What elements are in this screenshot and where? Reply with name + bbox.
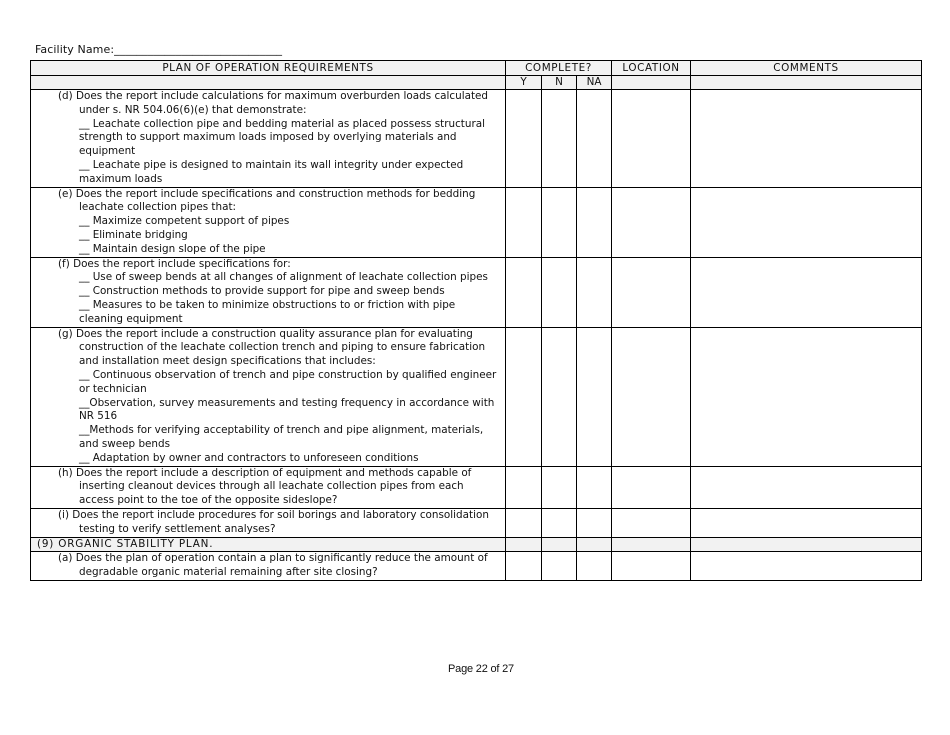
checklist-item: __ Continuous observation of trench and pipe construction by qualified engineer or technician xyxy=(79,368,497,395)
table-row xyxy=(31,257,922,327)
question-text: (f) Does the report include specifications for: xyxy=(58,257,291,270)
col-header-complete: COMPLETE? xyxy=(506,61,612,76)
location-cell[interactable] xyxy=(612,187,691,257)
location-cell[interactable] xyxy=(612,327,691,466)
requirement-cell xyxy=(31,508,506,537)
complete-na-cell[interactable] xyxy=(577,90,612,188)
complete-y-cell[interactable] xyxy=(506,187,542,257)
requirement-cell xyxy=(31,90,506,188)
page-number: Page 22 of 27 xyxy=(448,663,514,675)
subheader-location-empty xyxy=(612,76,691,90)
comments-cell[interactable] xyxy=(691,508,922,537)
table-row xyxy=(31,508,922,537)
question-text: (i) Does the report include procedures for soil borings and laboratory consolidation testing to verify settlement analyses? xyxy=(58,508,489,535)
checklist-item: __ Leachate pipe is designed to maintain its wall integrity under expected maximum loads xyxy=(79,158,464,185)
question-text: (e) Does the report include specifications and construction methods for bedding leachate collection pipes that: xyxy=(58,187,476,214)
complete-n-cell[interactable] xyxy=(542,90,577,188)
complete-na-cell[interactable] xyxy=(577,187,612,257)
requirement-cell xyxy=(31,466,506,508)
section-row xyxy=(31,537,922,551)
checklist-item: __ Use of sweep bends at all changes of alignment of leachate collection pipes xyxy=(79,271,488,284)
table-row xyxy=(31,90,922,188)
location-cell[interactable] xyxy=(612,551,691,580)
question-text: (g) Does the report include a construction quality assurance plan for evaluating construction of the leachate collection trench and piping to ensure fabrication and installation meet design specifications that includes: xyxy=(58,327,486,368)
checklist-item: __ Adaptation by owner and contractors to unforeseen conditions xyxy=(79,451,419,464)
complete-y-cell[interactable] xyxy=(506,257,542,327)
table-row xyxy=(31,551,922,580)
requirement-cell xyxy=(31,551,506,580)
location-cell[interactable] xyxy=(612,508,691,537)
col-header-requirements: PLAN OF OPERATION REQUIREMENTS xyxy=(31,61,506,76)
location-cell[interactable] xyxy=(612,257,691,327)
complete-na-cell[interactable] xyxy=(577,466,612,508)
section-title: (9) ORGANIC STABILITY PLAN. xyxy=(31,537,506,551)
checklist-item: __Methods for verifying acceptability of trench and pipe alignment, materials, and sweep bends xyxy=(79,424,484,450)
checklist-item: __Observation, survey measurements and testing frequency in accordance with NR 516 xyxy=(79,396,495,423)
question-text: (a) Does the plan of operation contain a plan to significantly reduce the amount of degradable organic material remaining after site closing? xyxy=(58,551,488,578)
complete-na-cell[interactable] xyxy=(577,508,612,537)
complete-na-cell[interactable] xyxy=(577,327,612,466)
question-text: (d) Does the report include calculations for maximum overburden loads calculated under s. NR 504.06(6)(e) that demonstrate: xyxy=(58,90,489,116)
complete-n-cell[interactable] xyxy=(542,551,577,580)
table-row xyxy=(31,466,922,508)
col-header-y: Y xyxy=(506,76,542,90)
requirements-table xyxy=(30,60,922,581)
col-header-n: N xyxy=(542,76,577,90)
complete-n-cell[interactable] xyxy=(542,508,577,537)
requirement-cell xyxy=(31,327,506,466)
location-cell[interactable] xyxy=(612,90,691,188)
complete-y-cell[interactable] xyxy=(506,327,542,466)
checklist-item: __ Maintain design slope of the pipe xyxy=(79,242,266,255)
facility-name-field: Facility Name:______________________________ xyxy=(35,43,283,56)
col-header-location: LOCATION xyxy=(612,61,691,76)
complete-n-cell[interactable] xyxy=(542,327,577,466)
complete-na-cell[interactable] xyxy=(577,257,612,327)
checklist-item: __ Eliminate bridging xyxy=(79,228,188,241)
requirement-cell xyxy=(31,257,506,327)
complete-n-cell[interactable] xyxy=(542,466,577,508)
complete-na-cell[interactable] xyxy=(577,551,612,580)
location-cell[interactable] xyxy=(612,466,691,508)
comments-cell[interactable] xyxy=(691,551,922,580)
comments-cell[interactable] xyxy=(691,327,922,466)
comments-cell[interactable] xyxy=(691,90,922,188)
table-row xyxy=(31,187,922,257)
subheader-empty xyxy=(31,76,506,90)
requirement-cell xyxy=(31,187,506,257)
complete-y-cell[interactable] xyxy=(506,90,542,188)
complete-y-cell[interactable] xyxy=(506,466,542,508)
question-text: (h) Does the report include a description of equipment and methods capable of inserting cleanout devices through all leachate collection pipes from each access point to the toe of the opposite sideslope? xyxy=(58,466,472,507)
checklist-item: __ Measures to be taken to minimize obstructions to or friction with pipe cleaning equipment xyxy=(79,298,456,325)
complete-y-cell[interactable] xyxy=(506,551,542,580)
checklist-item: __ Construction methods to provide support for pipe and sweep bends xyxy=(79,285,445,298)
complete-n-cell[interactable] xyxy=(542,187,577,257)
subheader-comments-empty xyxy=(691,76,922,90)
checklist-item: __ Maximize competent support of pipes xyxy=(79,215,290,228)
complete-y-cell[interactable] xyxy=(506,508,542,537)
col-header-na: NA xyxy=(577,76,612,90)
table-row xyxy=(31,327,922,466)
comments-cell[interactable] xyxy=(691,466,922,508)
col-header-comments: COMMENTS xyxy=(691,61,922,76)
checklist-item: __ Leachate collection pipe and bedding material as placed possess structural strength to support maximum loads imposed by overlying materials and equipment xyxy=(79,117,485,158)
comments-cell[interactable] xyxy=(691,257,922,327)
complete-n-cell[interactable] xyxy=(542,257,577,327)
comments-cell[interactable] xyxy=(691,187,922,257)
